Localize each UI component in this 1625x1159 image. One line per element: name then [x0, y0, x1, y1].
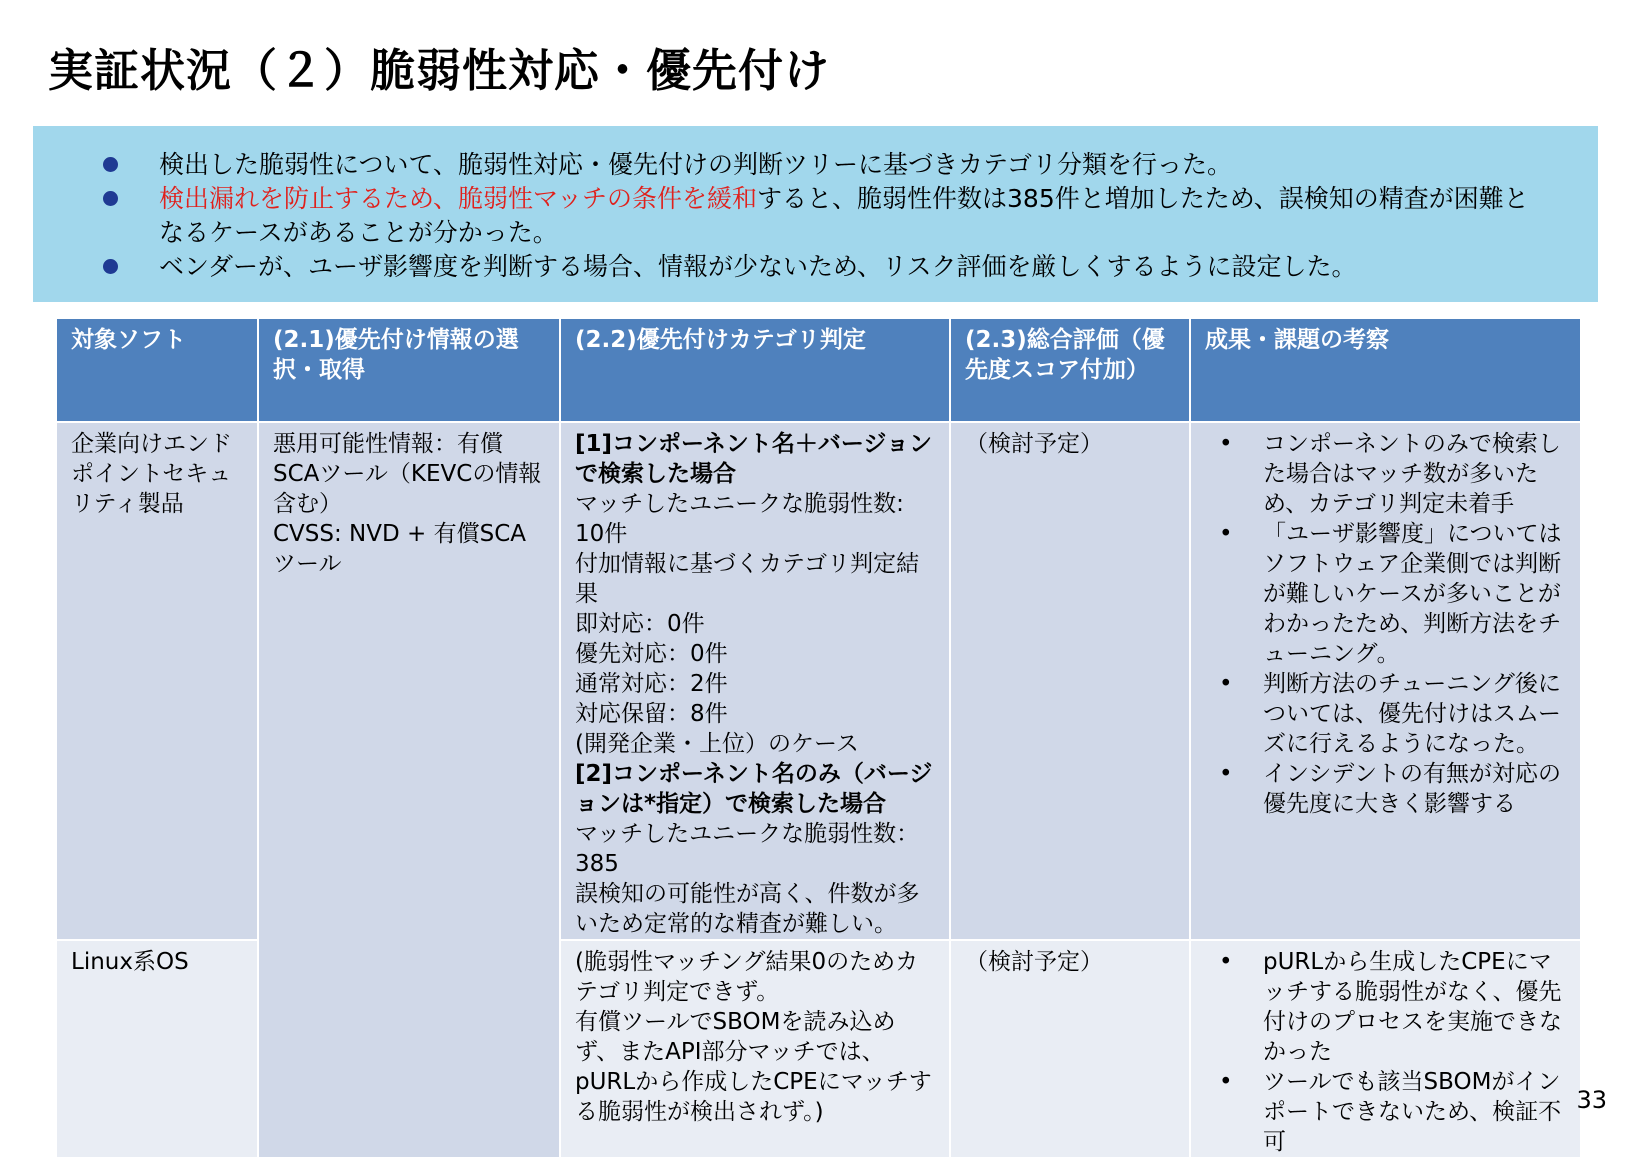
- summary-text-3: ベンダーが、ユーザ影響度を判断する場合、情報が少ないため、リスク評価を厳しくするように設定した。: [159, 252, 1357, 281]
- list-item: • インシデントの有無が対応の優先度に大きく影響する: [1205, 759, 1566, 819]
- category-line: (脆弱性マッチング結果0のためカテゴリ判定できず。: [575, 949, 919, 1005]
- header-findings: 成果・課題の考察: [1190, 318, 1581, 422]
- cell-category: [560, 940, 950, 1158]
- table-row: [56, 422, 1581, 940]
- list-item: • ツールでも該当SBOMがインポートできないため、検証不可: [1205, 1067, 1566, 1157]
- page-title: 実証状況（２）脆弱性対応・優先付け: [48, 44, 831, 97]
- cell-target: 企業向けエンドポイントセキュリティ製品: [56, 422, 258, 940]
- list-item: • 判断方法のチューニング後については、優先付けはスムーズに行えるようになった。: [1205, 669, 1566, 759]
- header-category: (2.2)優先付けカテゴリ判定: [560, 318, 950, 422]
- list-item: • 「ユーザ影響度」についてはソフトウェア企業側では判断が難しいケースが多いことがわかったため、判断方法をチューニング。: [1205, 519, 1566, 669]
- cell-notes: [1190, 422, 1581, 940]
- category-line: 付加情報に基づくカテゴリ判定結果: [575, 551, 920, 607]
- summary-box: [33, 126, 1598, 302]
- cell-target: Linux系OS: [56, 940, 258, 1158]
- category-line: 通常対応：2件: [575, 671, 728, 697]
- summary-bullet-2: [83, 182, 1538, 250]
- summary-text-2-highlight: 検出漏れを防止するため、脆弱性マッチの条件を緩和: [159, 184, 758, 213]
- header-info-selection: (2.1)優先付け情報の選択・取得: [258, 318, 560, 422]
- category-subheading: [2]コンポーネント名のみ（バージョンは*指定）で検索した場合: [575, 761, 933, 817]
- info-line: 悪用可能性情報：有償SCAツール（KEVCの情報含む）: [273, 431, 542, 517]
- bullet-dot-icon: [103, 259, 118, 274]
- bullet-dot-icon: [103, 191, 118, 206]
- cell-eval: （検討予定）: [950, 422, 1190, 940]
- bullet-dot-icon: [103, 157, 118, 172]
- cell-info: [258, 422, 560, 1158]
- summary-text-1: 検出した脆弱性について、脆弱性対応・優先付けの判断ツリーに基づきカテゴリ分類を行った。: [159, 150, 1233, 179]
- category-subheading: [1]コンポーネント名＋バージョンで検索した場合: [575, 431, 932, 487]
- list-item: • pURLから生成したCPEにマッチする脆弱性がなく、優先付けのプロセスを実施できなかった: [1205, 947, 1566, 1067]
- cell-category: [560, 422, 950, 940]
- category-line: マッチしたユニークな脆弱性数：385: [575, 821, 920, 877]
- table-header-row: [56, 318, 1581, 422]
- category-line: 有償ツールでSBOMを読み込めず、またAPI部分マッチでは、pURLから作成したCPEにマッチする脆弱性が検出されず。): [575, 1009, 932, 1125]
- header-overall-eval: (2.3)総合評価（優先度スコア付加）: [950, 318, 1190, 422]
- category-line: (開発企業・上位）のケース: [575, 731, 859, 757]
- category-line: 優先対応：0件: [575, 641, 728, 667]
- page-number: 33: [1576, 1086, 1607, 1114]
- summary-bullet-3: [83, 250, 1538, 284]
- evaluation-table: [55, 317, 1582, 1159]
- cell-notes: [1190, 940, 1581, 1158]
- category-line: マッチしたユニークな脆弱性数: 10件: [575, 491, 904, 547]
- summary-bullet-1: [83, 148, 1538, 182]
- category-line: 対応保留：8件: [575, 701, 728, 727]
- list-item: • コンポーネントのみで検索した場合はマッチ数が多いため、カテゴリ判定未着手: [1205, 429, 1566, 519]
- header-target: 対象ソフト: [56, 318, 258, 422]
- cell-eval: （検討予定）: [950, 940, 1190, 1158]
- category-line: 即対応：0件: [575, 611, 705, 637]
- info-line: CVSS: NVD + 有償SCAツール: [273, 521, 526, 577]
- category-line: 誤検知の可能性が高く、件数が多いため定常的な精査が難しい。: [575, 881, 920, 937]
- summary-text-2: すると、脆弱性件数は385件と増加したため、誤検知の精査が困難となるケースがあることが分かった。: [159, 184, 1529, 247]
